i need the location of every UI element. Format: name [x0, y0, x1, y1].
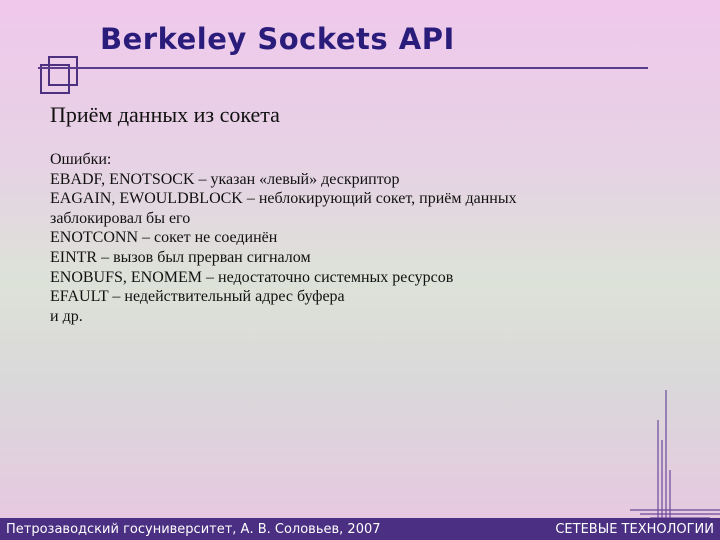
error-list — [50, 150, 517, 326]
error-line: EAGAIN, EWOULDBLOCK – неблокирующий сокет, приём данных — [50, 190, 517, 208]
error-line: ENOBUFS, ENOMEM – недостаточно системных ресурсов — [50, 268, 454, 286]
footer-course: СЕТЕВЫЕ ТЕХНОЛОГИИ — [555, 521, 714, 537]
error-line: ENOTCONN – сокет не соединён — [50, 229, 278, 247]
error-line: и др. — [50, 307, 83, 325]
error-line: EINTR – вызов был прерван сигналом — [50, 248, 311, 266]
slide-title: Berkeley Sockets API — [100, 22, 455, 56]
slide-subtitle: Приём данных из сокета — [50, 102, 280, 127]
error-line: EBADF, ENOTSOCK – указан «левый» дескриптор — [50, 170, 400, 188]
footer-bar — [0, 518, 720, 540]
error-line: заблокировал бы его — [50, 209, 191, 227]
error-line: EFAULT – недействительный адрес буфера — [50, 288, 345, 306]
title-underline — [38, 67, 648, 69]
footer-credit: Петрозаводский госуниверситет, А. В. Соловьев, 2007 — [6, 521, 381, 537]
error-line: Ошибки: — [50, 151, 112, 168]
grid-lines-decoration — [600, 380, 720, 540]
